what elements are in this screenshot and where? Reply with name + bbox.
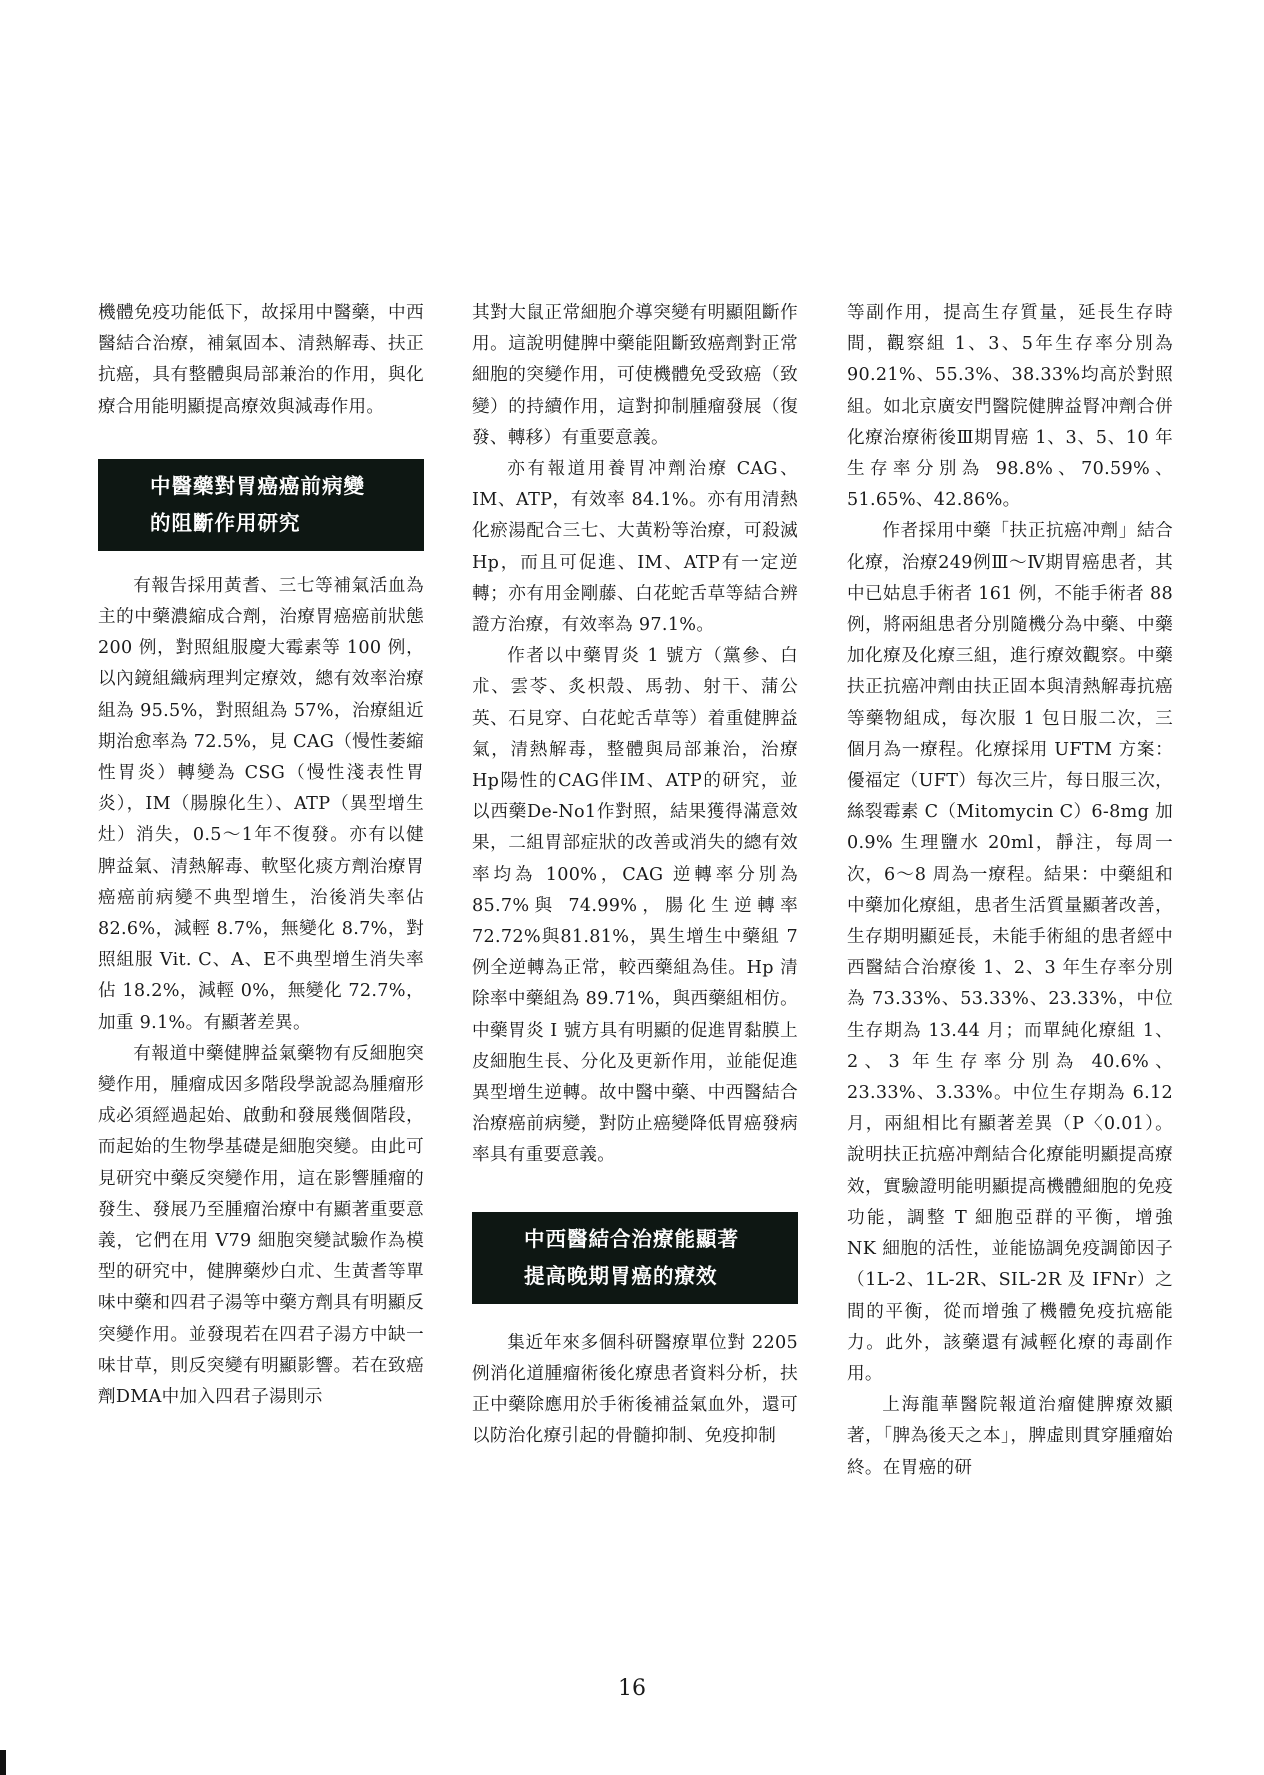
column-2 (472, 298, 798, 1453)
column-3 (847, 298, 1173, 1484)
page-number: 16 (618, 1676, 646, 1701)
section-heading-precancerous (98, 459, 424, 551)
paragraph: 作者採用中藥「扶正抗癌冲劑」結合化療，治療249例Ⅲ～Ⅳ期胃癌患者，其中已姑息手術者 161 例，不能手術者 88 例，將兩組患者分別隨機分為中藥、中藥加化療及化療三組，進行療效觀察。中藥扶正抗癌冲劑由扶正固本與清熱解毒抗癌等藥物組成，每次服 1 包日服二次，三個月為一療程。化療採用 UFTM 方案：優福定（UFT）每次三片，每日服三次，絲裂霉素 C（Mitomycin C）6-8mg 加 0.9% 生理鹽水 20ml，靜注，每周一次，6～8 周為一療程。結果：中藥組和中藥加化療組，患者生活質量顯著改善，生存期明顯延長，未能手術組的患者經中西醫結合治療後 1、2、3 年生存率分別為 73.33%、53.33%、23.33%，中位生存期為 13.44 月；而單純化療組 1、2、3 年生存率分別為 40.6%、23.33%、3.33%。中位生存期為 6.12 月，兩組相比有顯著差異（P〈0.01）。說明扶正抗癌冲劑結合化療能明顯提高療效，實驗證明能明顯提高機體細胞的免疫功能，調整 T 細胞亞群的平衡，增強 NK 細胞的活性，並能協調免疫調節因子（1L-2、1L-2R、SIL-2R 及 IFNr）之間的平衡，從而增強了機體免疫抗癌能力。此外，該藥還有減輕化療的毒副作用。 (847, 521, 1173, 1384)
heading-line: 中西醫結合治療能顯著 (524, 1226, 739, 1251)
column-1 (98, 298, 424, 1413)
section-heading-advanced-gastric-cancer (472, 1212, 798, 1304)
paragraph: 作者以中藥胃炎 1 號方（黨參、白朮、雲苓、炙枳殼、馬勃、射干、蒲公英、石見穿、白花蛇舌草等）着重健脾益氣，清熱解毒，整體與局部兼治，治療Hp陽性的CAG伴IM、ATP的研究，並以西藥De-No1作對照，結果獲得滿意效果，二組胃部症狀的改善或消失的總有效率均為 100%，CAG 逆轉率分別為 85.7%與 74.99%，腸化生逆轉率 72.72%與81.81%，異生增生中藥組 7 例全逆轉為正常，較西藥組為佳。Hp 清除率中藥組為 89.71%，與西藥組相仿。中藥胃炎 I 號方具有明顯的促進胃黏膜上皮細胞生長、分化及更新作用，並能促進異型增生逆轉。故中醫中藥、中西醫結合治療癌前病變，對防止癌變降低胃癌發病率具有重要意義。 (472, 646, 798, 1166)
paragraph: 集近年來多個科研醫療單位對 2205 例消化道腫瘤術後化療患者資料分析，扶正中藥除應用於手術後補益氣血外，還可以防治化療引起的骨髓抑制、免疫抑制 (472, 1332, 798, 1447)
heading-line: 提高晚期胃癌的療效 (524, 1263, 718, 1288)
heading-line: 中醫藥對胃癌癌前病變 (150, 473, 365, 498)
paragraph: 等副作用，提高生存質量，延長生存時間，觀察組 1、3、5年生存率分別為 90.21%、55.3%、38.33%均高於對照組。如北京廣安門醫院健脾益腎冲劑合併化療治療術後Ⅲ期胃癌 1、3、5、10 年生存率分別為 98.8%、70.59%、51.65%、42.86%。 (847, 303, 1173, 511)
paragraph: 機體免疫功能低下，故採用中醫藥，中西醫結合治療，補氣固本、清熱解毒、扶正抗癌，具有整體與局部兼治的作用，與化療合用能明顯提高療效與減毒作用。 (98, 303, 424, 417)
paragraph: 有報告採用黃耆、三七等補氣活血為主的中藥濃縮成合劑，治療胃癌癌前狀態 200 例，對照組服慶大霉素等 100 例，以內鏡組織病理判定療效，總有效率治療組為 95.5%，對照組為 57%，治療組近期治愈率為 72.5%，見 CAG（慢性萎縮性胃炎）轉變為 CSG（慢性淺表性胃炎），IM（腸腺化生）、ATP（異型增生灶）消失，0.5～1年不復發。亦有以健脾益氣、清熱解毒、軟堅化痰方劑治療胃癌癌前病變不典型增生，治後消失率佔 82.6%，減輕 8.7%，無變化 8.7%，對照組服 Vit. C、A、E不典型增生消失率佔 18.2%，減輕 0%，無變化 72.7%，加重 9.1%。有顯著差異。 (98, 575, 424, 1033)
paragraph: 亦有報道用養胃冲劑治療 CAG、IM、ATP，有效率 84.1%。亦有用清熱化瘀湯配合三七、大黃粉等治療，可殺滅 Hp，而且可促進、IM、ATP有一定逆轉；亦有用金剛藤、白花蛇舌草等結合辨證方治療，有效率為 97.1%。 (472, 459, 798, 636)
paragraph: 上海龍華醫院報道治瘤健脾療效顯著，「脾為後天之本」，脾虛則貫穿腫瘤始終。在胃癌的研 (847, 1395, 1173, 1478)
paragraph: 有報道中藥健脾益氣藥物有反細胞突變作用，腫瘤成因多階段學說認為腫瘤形成必須經過起始、啟動和發展幾個階段，而起始的生物學基礎是細胞突變。由此可見研究中藥反突變作用，這在影響腫瘤的發生、發展乃至腫瘤治療中有顯著重要意義，它們在用 V79 細胞突變試驗作為模型的研究中，健脾藥炒白朮、生黃耆等單味中藥和四君子湯等中藥方劑具有明顯反突變作用。並發現若在四君子湯方中缺一味甘草，則反突變有明顯影響。若在致癌劑DMA中加入四君子湯則示 (98, 1043, 424, 1408)
paragraph: 其對大鼠正常細胞介導突變有明顯阻斷作用。這說明健脾中藥能阻斷致癌劑對正常細胞的突變作用，可使機體免受致癌（致變）的持續作用，這對抑制腫瘤發展（復發、轉移）有重要意義。 (472, 303, 798, 448)
heading-line: 的阻斷作用研究 (150, 510, 301, 535)
scan-edge-mark (0, 1750, 6, 1775)
